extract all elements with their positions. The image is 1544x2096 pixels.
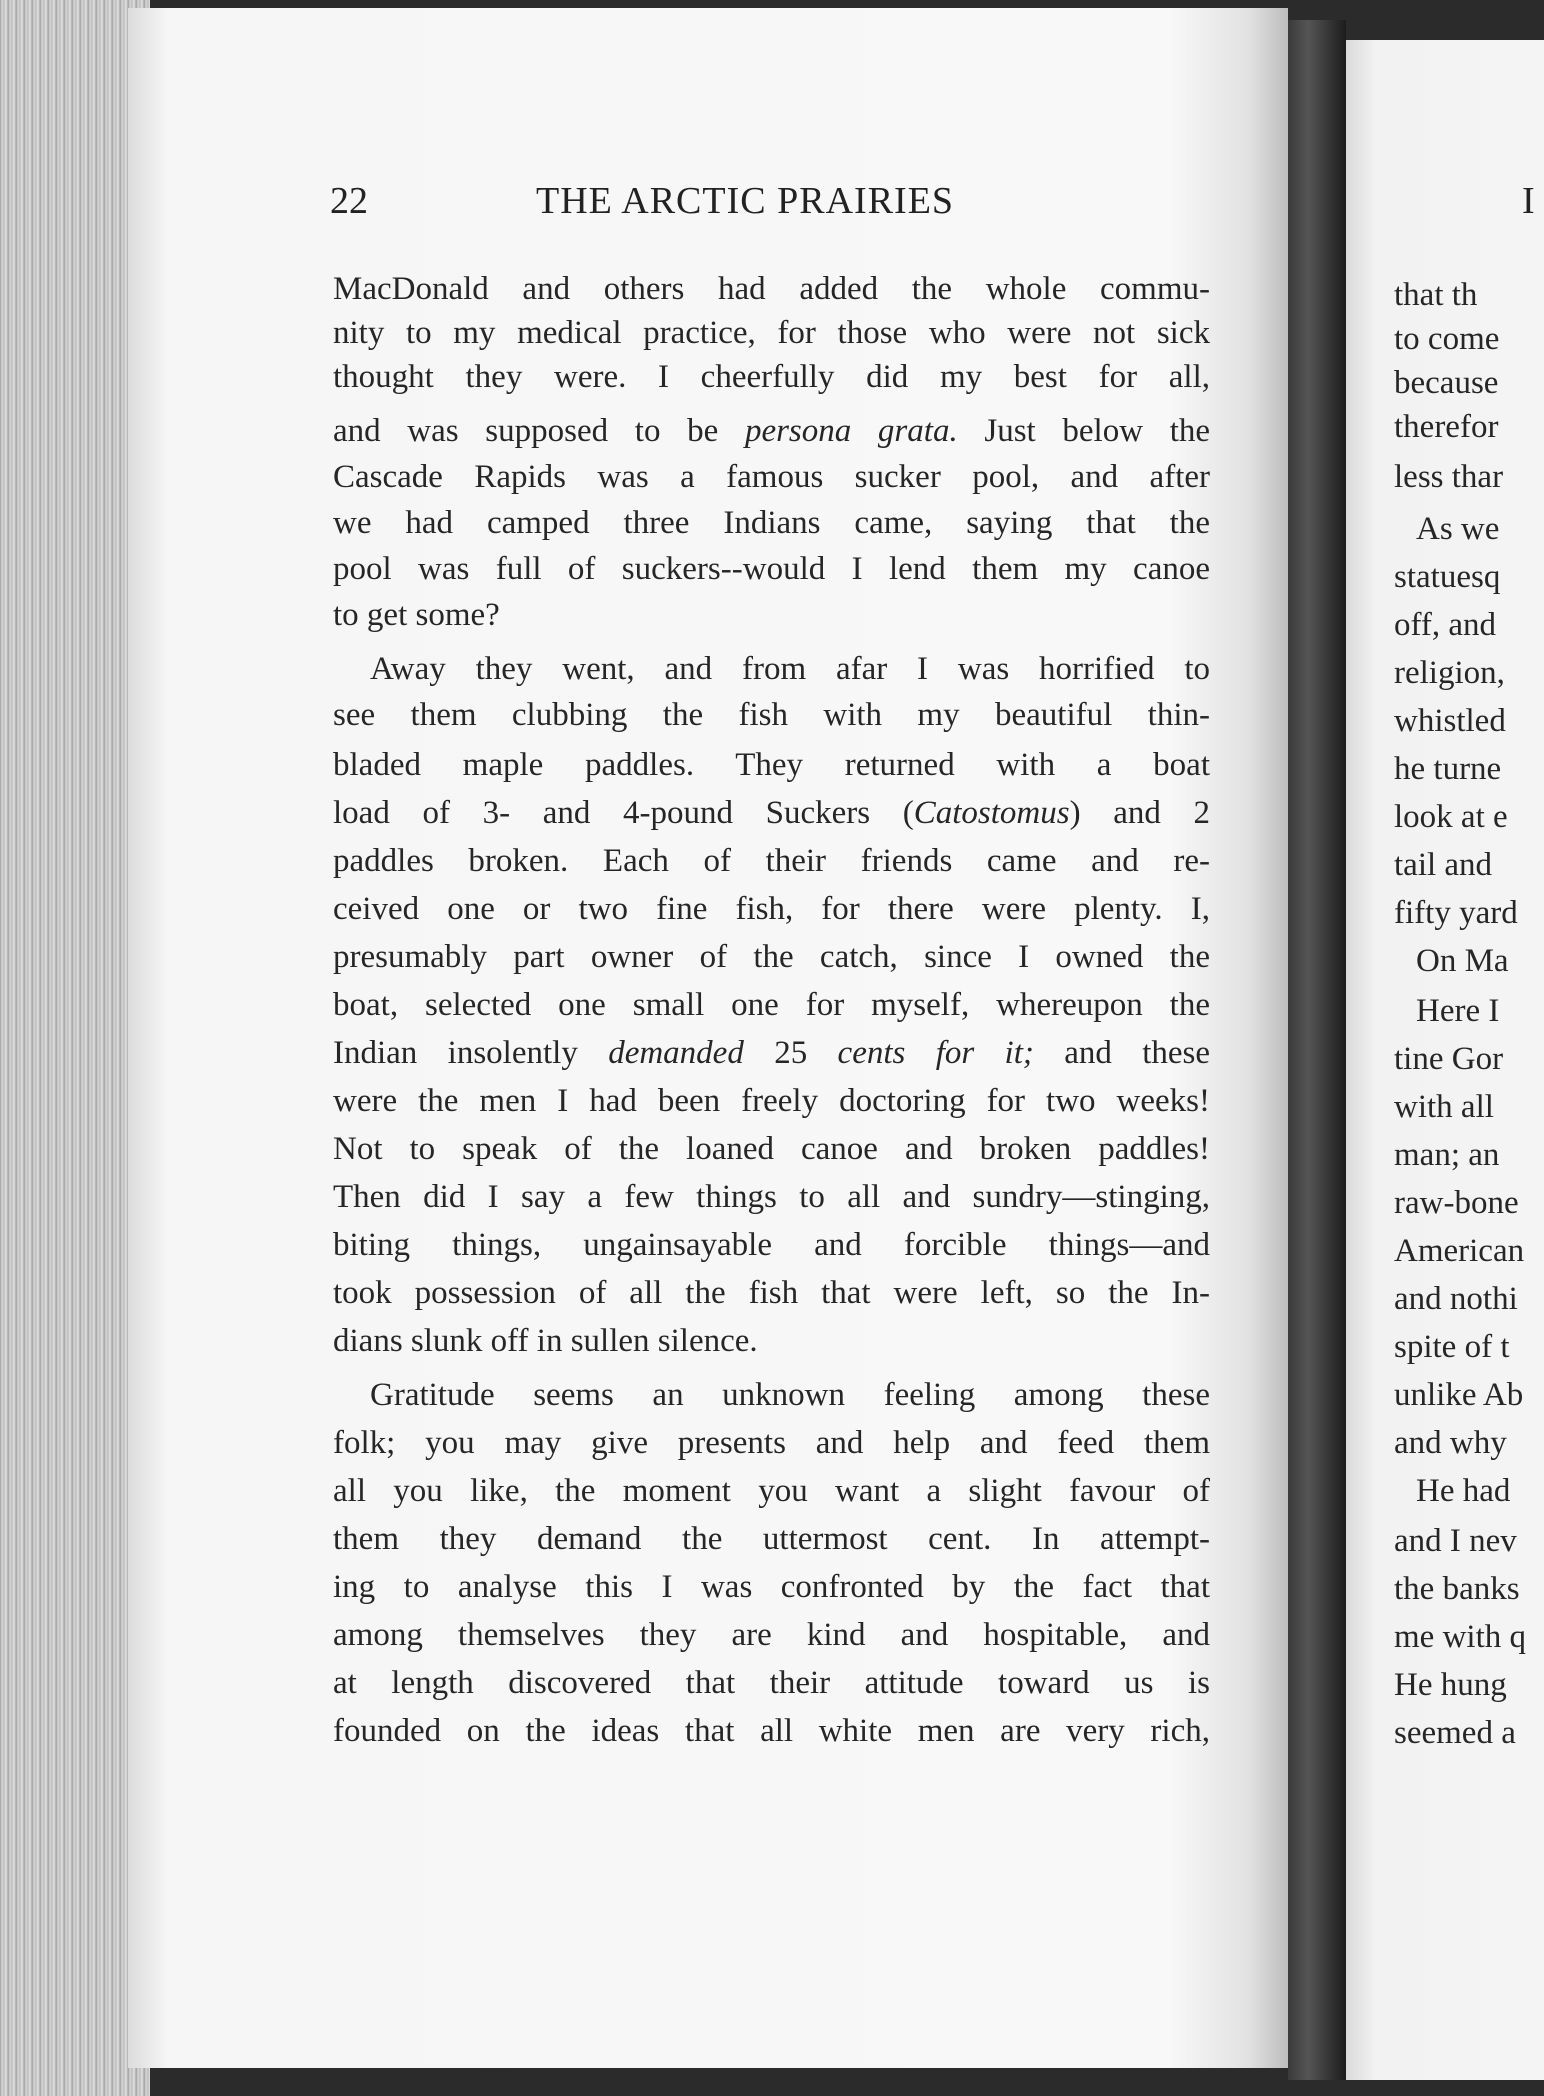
right-page <box>1346 40 1544 2080</box>
text-line: took possession of all the fish that were left, so the In- <box>333 1275 1210 1311</box>
text-line: Not to speak of the loaned canoe and broken paddles! <box>333 1131 1210 1167</box>
text-line: tail and <box>1394 847 1493 883</box>
text-line: He hung <box>1394 1667 1507 1703</box>
text-line: On Ma <box>1416 943 1509 979</box>
page-number: 22 <box>330 180 368 222</box>
text-line: As we <box>1416 511 1500 547</box>
text-line: ing to analyse this I was confronted by the fact that <box>333 1569 1210 1605</box>
text-line: all you like, the moment you want a slight favour of <box>333 1473 1210 1509</box>
text-line: dians slunk off in sullen silence. <box>333 1323 758 1359</box>
text-line: me with q <box>1394 1619 1526 1655</box>
text-line: Indian insolently demanded 25 cents for it; and these <box>333 1035 1210 1071</box>
text-line: fifty yard <box>1394 895 1518 931</box>
text-line: religion, <box>1394 655 1505 691</box>
text-line: unlike Ab <box>1394 1377 1524 1413</box>
text-line: raw-bone <box>1394 1185 1519 1221</box>
text-line: founded on the ideas that all white men are very rich, <box>333 1713 1210 1749</box>
text-line: load of 3- and 4-pound Suckers (Catostomus) and 2 <box>333 795 1210 831</box>
text-line: biting things, ungainsayable and forcible things—and <box>333 1227 1210 1263</box>
text-line: with all <box>1394 1089 1494 1125</box>
text-line: off, and <box>1394 607 1497 643</box>
text-line: Away they went, and from afar I was horrified to <box>370 651 1210 687</box>
text-line: that th <box>1394 277 1478 313</box>
text-line: bladed maple paddles. They returned with a boat <box>333 747 1210 783</box>
text-line: tine Gor <box>1394 1041 1504 1077</box>
text-line: MacDonald and others had added the whole commu- <box>333 271 1210 307</box>
text-line: He had <box>1416 1473 1511 1509</box>
text-line: whistled <box>1394 703 1506 739</box>
text-line: thought they were. I cheerfully did my best for all, <box>333 359 1210 395</box>
text-line: to get some? <box>333 597 500 633</box>
text-line: because <box>1394 365 1499 401</box>
text-line: American <box>1394 1233 1525 1269</box>
text-line: folk; you may give presents and help and feed them <box>333 1425 1210 1461</box>
text-line: Then did I say a few things to all and sundry—stinging, <box>333 1179 1210 1215</box>
text-line: presumably part owner of the catch, since I owned the <box>333 939 1210 975</box>
text-line: spite of t <box>1394 1329 1510 1365</box>
text-line: and I nev <box>1394 1523 1517 1559</box>
text-line: ceived one or two fine fish, for there were plenty. I, <box>333 891 1210 927</box>
text-line: Cascade Rapids was a famous sucker pool, and after <box>333 459 1210 495</box>
text-line: at length discovered that their attitude toward us is <box>333 1665 1210 1701</box>
text-line: we had camped three Indians came, saying that the <box>333 505 1210 541</box>
text-line: boat, selected one small one for myself, whereupon the <box>333 987 1210 1023</box>
text-line: the banks <box>1394 1571 1520 1607</box>
text-line: statuesq <box>1394 559 1501 595</box>
text-line: Gratitude seems an unknown feeling among these <box>370 1377 1210 1413</box>
text-line: look at e <box>1394 799 1508 835</box>
text-line: and why <box>1394 1425 1507 1461</box>
text-line: among themselves they are kind and hospitable, and <box>333 1617 1210 1653</box>
text-line: nity to my medical practice, for those who were not sick <box>333 315 1210 351</box>
text-line: pool was full of suckers--would I lend them my canoe <box>333 551 1210 587</box>
text-line: and was supposed to be persona grata. Just below the <box>333 413 1210 449</box>
text-line: seemed a <box>1394 1715 1516 1751</box>
text-line: less thar <box>1394 459 1504 495</box>
right-page-running-head: I <box>1522 180 1535 222</box>
text-line: man; an <box>1394 1137 1500 1173</box>
text-line: to come <box>1394 321 1500 357</box>
text-line: paddles broken. Each of their friends came and re- <box>333 843 1210 879</box>
text-line: therefor <box>1394 409 1499 445</box>
book-gutter <box>1288 20 1346 2080</box>
text-line: see them clubbing the fish with my beautiful thin- <box>333 697 1210 733</box>
text-line: he turne <box>1394 751 1502 787</box>
text-line: them they demand the uttermost cent. In attempt- <box>333 1521 1210 1557</box>
text-line: were the men I had been freely doctoring for two weeks! <box>333 1083 1210 1119</box>
text-line: and nothi <box>1394 1281 1518 1317</box>
text-line: Here I <box>1416 993 1500 1029</box>
running-title: THE ARCTIC PRAIRIES <box>536 180 955 222</box>
